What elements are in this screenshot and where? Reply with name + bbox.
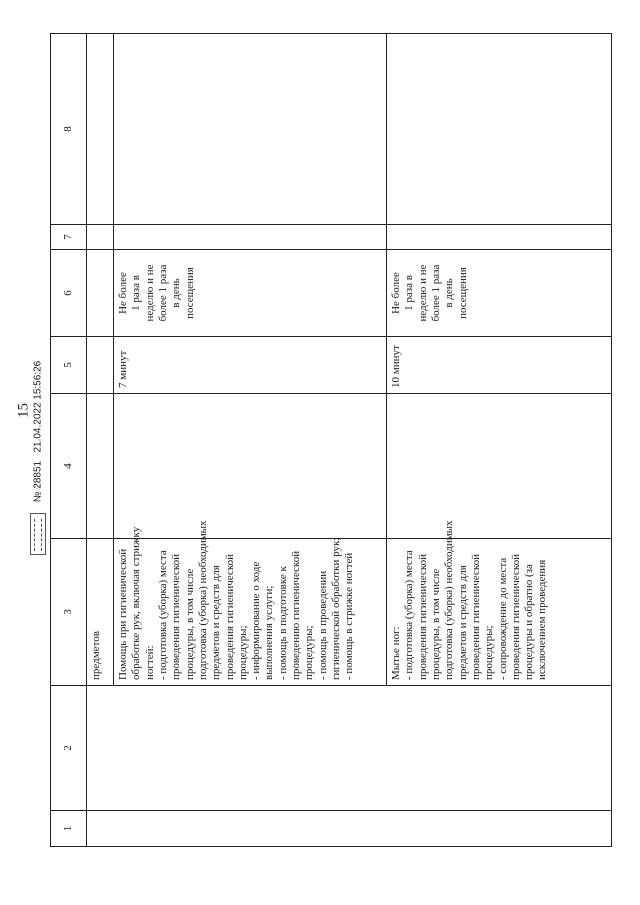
text-line: проведения гигиенической [469,553,482,680]
col-header-6: 6 [51,250,87,337]
service-description-1 [114,520,359,685]
text-line: - помощь в стрижке ногтей [343,552,356,680]
page-number: 15 [15,403,32,418]
text-line: Мытье ног: [390,626,403,680]
col-header-3: 3 [51,539,87,686]
text-line: процедуры; [236,625,249,680]
text-line: более 1 раза [430,264,443,322]
col-header-7: 7 [51,225,87,250]
text-line: ногтей: [143,645,156,680]
cell-col1 [87,811,612,847]
cell-duration [387,337,612,394]
text-line: подготовка (уборка) необходимых [443,520,456,680]
text-line: посещения [183,267,196,319]
document-watermark [30,0,46,555]
text-line: проведения гигиенической [170,553,183,680]
col-header-2: 2 [51,686,87,811]
text-line: процедуры, в том числе [183,568,196,680]
text-line: выполнения услуги; [263,585,276,680]
text-line: обработке рук, включая стрижку [130,526,143,680]
text-line: подготовка (уборка) необходимых [196,520,209,680]
frequency-2 [387,250,473,336]
text-line: проведению гигиенической [290,550,302,680]
text-line: процедуры; [483,625,496,680]
text-line: в день [443,278,456,308]
text-line: - сопровождение до места [496,557,509,680]
text-line: более 1 раза [157,264,170,322]
text-line: неделю и не [143,264,156,322]
cell-continued [87,539,114,686]
frequency-1 [114,250,200,336]
seal-icon [30,513,46,555]
col-header-1: 1 [51,811,87,847]
watermark-datetime: 21.04.2022 15:56:26 [32,360,44,453]
text-line: 1 раза в [130,275,143,311]
duration-1: 7 минут [117,350,130,388]
text-line: посещения [456,267,469,319]
duration-2: 10 минут [390,345,403,388]
cell-service-description [114,520,387,686]
text-line: исключением проведения [536,559,549,680]
text-line: гигиенической обработки рук; [329,537,342,680]
text-line: проведения гигиенической [416,553,429,680]
text-line: в день [170,278,183,308]
rotated-table-wrapper [50,34,612,847]
col-header-8: 8 [51,34,87,225]
text-line: Не более [117,272,130,314]
cell-duration [114,337,387,394]
text-line: неделю и не [416,264,429,322]
text-line: процедуры, в том числе [430,568,443,680]
text-line: - информирование о ходе [250,561,263,680]
cell-col2 [87,686,612,811]
cell-frequency [387,250,612,337]
table-row [87,34,114,847]
col-header-5: 5 [51,337,87,394]
text-line: проведения гигиенической [509,553,522,680]
text-line: - подготовка (уборка) места [403,550,416,680]
text-line: - помощь в подготовке к [276,566,289,680]
text-line: предметов и средств для [456,565,469,680]
services-table [50,33,612,847]
watermark-number: № 28851 [32,460,44,503]
text-line: проведения гигиенической [223,553,236,680]
continued-text: предметов [90,631,103,680]
text-line: предметов и средств для [210,565,223,680]
text-line: процедуры; [303,625,316,680]
text-line: - помощь в проведении [316,570,329,680]
col-header-4: 4 [51,394,87,539]
text-line: - подготовка (уборка) места [157,550,170,680]
text-line: процедуры и обратно (за [523,564,536,680]
text-line: Не более [390,272,403,314]
header-row [51,34,87,847]
text-line: 1 раза в [403,275,416,311]
cell-frequency [114,250,387,337]
service-description-2 [387,520,553,685]
text-line: Помощь при гигиенической [117,548,130,680]
cell-service-description [387,520,612,686]
